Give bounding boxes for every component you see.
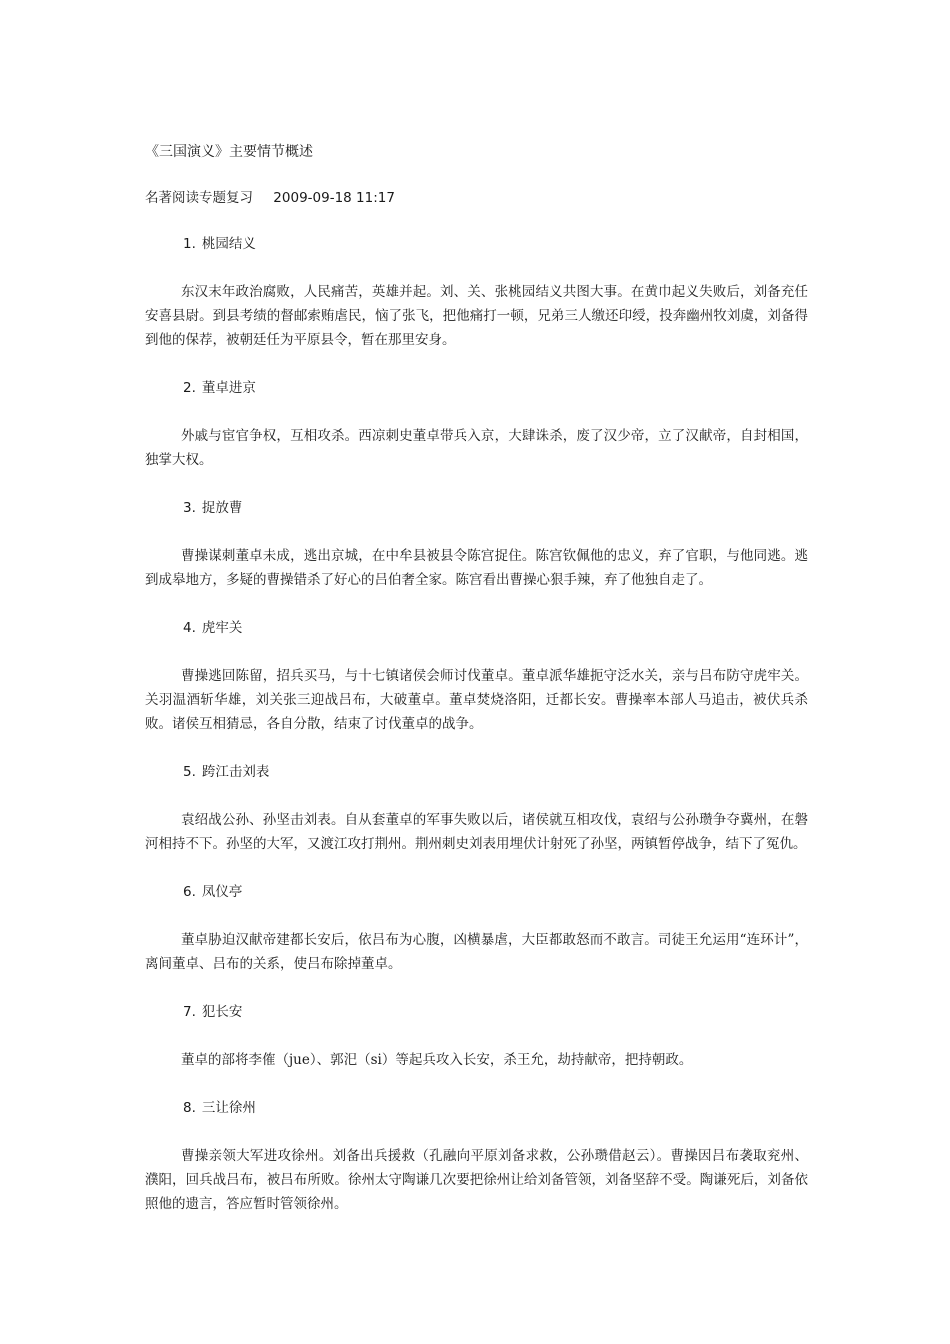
section-body: 董卓胁迫汉献帝建都长安后，依吕布为心腹，凶横暴虐，大臣都敢怒而不敢言。司徒王允运用“连环计”，离间董卓、吕布的关系，使吕布除掉董卓。 [145,932,808,972]
section-heading [183,498,808,518]
document-source: 名著阅读专题复习 [145,190,253,206]
section-4 [145,618,808,736]
section-number: 2. [183,380,196,396]
section-5 [145,762,808,856]
section-heading [183,1098,808,1118]
document-meta [145,188,808,208]
section-2 [145,378,808,472]
section-body: 外戚与宦官争权，互相攻杀。西凉刺史董卓带兵入京，大肆诛杀，废了汉少帝，立了汉献帝，自封相国，独掌大权。 [145,428,808,468]
document-timestamp: 2009-09-18 11:17 [273,190,395,206]
section-heading [183,618,808,638]
section-body: 曹操逃回陈留，招兵买马，与十七镇诸侯会师讨伐董卓。董卓派华雄扼守泛水关，亲与吕布防守虎牢关。关羽温酒斩华雄，刘关张三迎战吕布，大破董卓。董卓焚烧洛阳，迁都长安。曹操率本部人马追击，被伏兵杀败。诸侯互相猜忌，各自分散，结束了讨伐董卓的战争。 [145,668,808,732]
section-number: 1. [183,236,196,252]
section-8 [145,1098,808,1216]
section-3 [145,498,808,592]
section-body: 董卓的部将李傕（jue）、郭汜（si）等起兵攻入长安，杀王允，劫持献帝，把持朝政。 [181,1052,693,1068]
section-number: 8. [183,1100,196,1116]
section-title: 桃园结义 [201,236,256,252]
section-title: 跨江击刘表 [201,764,270,780]
section-heading [183,234,808,254]
section-1 [145,234,808,352]
section-body: 袁绍战公孙、孙坚击刘表。自从套董卓的军事失败以后，诸侯就互相攻伐，袁绍与公孙瓒争夺冀州，在磐河相持不下。孙坚的大军，又渡江攻打荆州。荆州刺史刘表用埋伏计射死了孙坚，两镇暂停战争，结下了冤仇。 [145,812,808,852]
section-number: 7. [183,1004,196,1020]
section-heading [183,1002,808,1022]
section-title: 董卓进京 [201,380,256,396]
section-title: 三让徐州 [201,1100,256,1116]
section-7 [145,1002,808,1072]
section-heading [183,762,808,782]
section-title: 捉放曹 [201,500,243,516]
section-body: 曹操亲领大军进攻徐州。刘备出兵援救（孔融向平原刘备求救，公孙瓒借赵云）。曹操因吕布袭取兖州、濮阳，回兵战吕布，被吕布所败。徐州太守陶谦几次要把徐州让给刘备管领，刘备坚辞不受。陶谦死后，刘备依照他的遗言，答应暂时管领徐州。 [145,1148,808,1212]
section-heading [183,882,808,902]
document-page [145,142,808,1242]
section-number: 4. [183,620,196,636]
section-number: 3. [183,500,196,516]
section-title: 虎牢关 [201,620,243,636]
section-title: 犯长安 [201,1004,243,1020]
section-body: 东汉末年政治腐败，人民痛苦，英雄并起。刘、关、张桃园结义共图大事。在黄巾起义失败后，刘备充任安喜县尉。到县考绩的督邮索贿虐民，恼了张飞，把他痛打一顿，兄弟三人缴还印绶，投奔幽州牧刘虞，刘备得到他的保荐，被朝廷任为平原县令，暂在那里安身。 [145,284,808,348]
document-title: 《三国演义》主要情节概述 [145,144,313,160]
section-number: 5. [183,764,196,780]
section-number: 6. [183,884,196,900]
section-6 [145,882,808,976]
section-body: 曹操谋刺董卓未成，逃出京城，在中牟县被县令陈宫捉住。陈宫钦佩他的忠义，弃了官职，与他同逃。逃到成皋地方，多疑的曹操错杀了好心的吕伯奢全家。陈宫看出曹操心狠手辣，弃了他独自走了。 [145,548,808,588]
section-title: 凤仪亭 [201,884,243,900]
section-heading [183,378,808,398]
